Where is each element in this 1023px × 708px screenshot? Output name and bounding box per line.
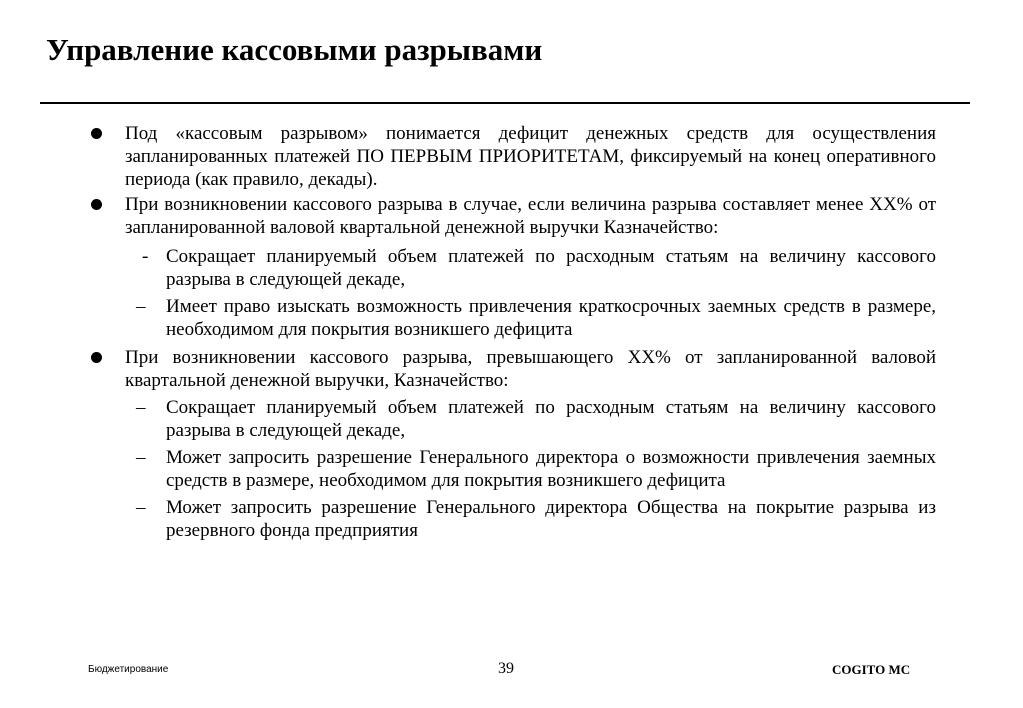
slide-title: Управление кассовыми разрывами — [46, 32, 543, 67]
dash-marker: – — [136, 447, 146, 468]
dash-marker: – — [136, 296, 146, 317]
footer-section-name: Бюджетирование — [88, 664, 169, 675]
bullet-item-3 — [88, 346, 936, 392]
sub-item — [88, 245, 936, 291]
sub-item-text: Может запросить разрешение Генерального директора Общества на покрытие разрыва из резервного фонда предприятия — [166, 497, 936, 541]
dash-marker: - — [142, 246, 149, 267]
dash-marker: – — [136, 497, 146, 518]
sub-item — [88, 446, 936, 492]
title-divider — [40, 102, 970, 104]
page-number: 39 — [498, 660, 514, 677]
slide-body — [88, 122, 936, 542]
bullet-dot-icon — [91, 128, 102, 139]
bullet-item-1 — [88, 122, 936, 191]
bullet-text: Под «кассовым разрывом» понимается дефицит денежных средств для осуществления запланированных платежей ПО ПЕРВЫМ ПРИОРИТЕТАМ, фиксируемый на конец оперативного периода (как правило, декады). — [125, 123, 936, 190]
sub-item — [88, 295, 936, 341]
bullet-dot-icon — [91, 199, 102, 210]
dash-marker: – — [136, 397, 146, 418]
footer-company-name: COGITO MC — [832, 662, 911, 677]
sub-item — [88, 396, 936, 442]
sub-item — [88, 496, 936, 542]
bullet-dot-icon — [91, 352, 102, 363]
sub-item-text: Может запросить разрешение Генерального директора о возможности привлечения заемных средств в размере, необходимом для покрытия возникшего дефицита — [166, 447, 936, 491]
sub-item-text: Имеет право изыскать возможность привлечения краткосрочных заемных средств в размере, необходимом для покрытия возникшего дефицита — [166, 296, 936, 340]
bullet-item-2 — [88, 193, 936, 239]
sub-item-text: Сокращает планируемый объем платежей по расходным статьям на величину кассового разрыва в следующей декаде, — [166, 397, 936, 441]
sub-item-text: Сокращает планируемый объем платежей по расходным статьям на величину кассового разрыва в следующей декаде, — [166, 246, 936, 290]
bullet-text: При возникновении кассового разрыва в случае, если величина разрыва составляет менее ХХ% от запланированной валовой квартальной денежной выручки Казначейство: — [125, 194, 936, 238]
bullet-text: При возникновении кассового разрыва, превышающего ХХ% от запланированной валовой квартальной денежной выручки, Казначейство: — [125, 347, 936, 391]
